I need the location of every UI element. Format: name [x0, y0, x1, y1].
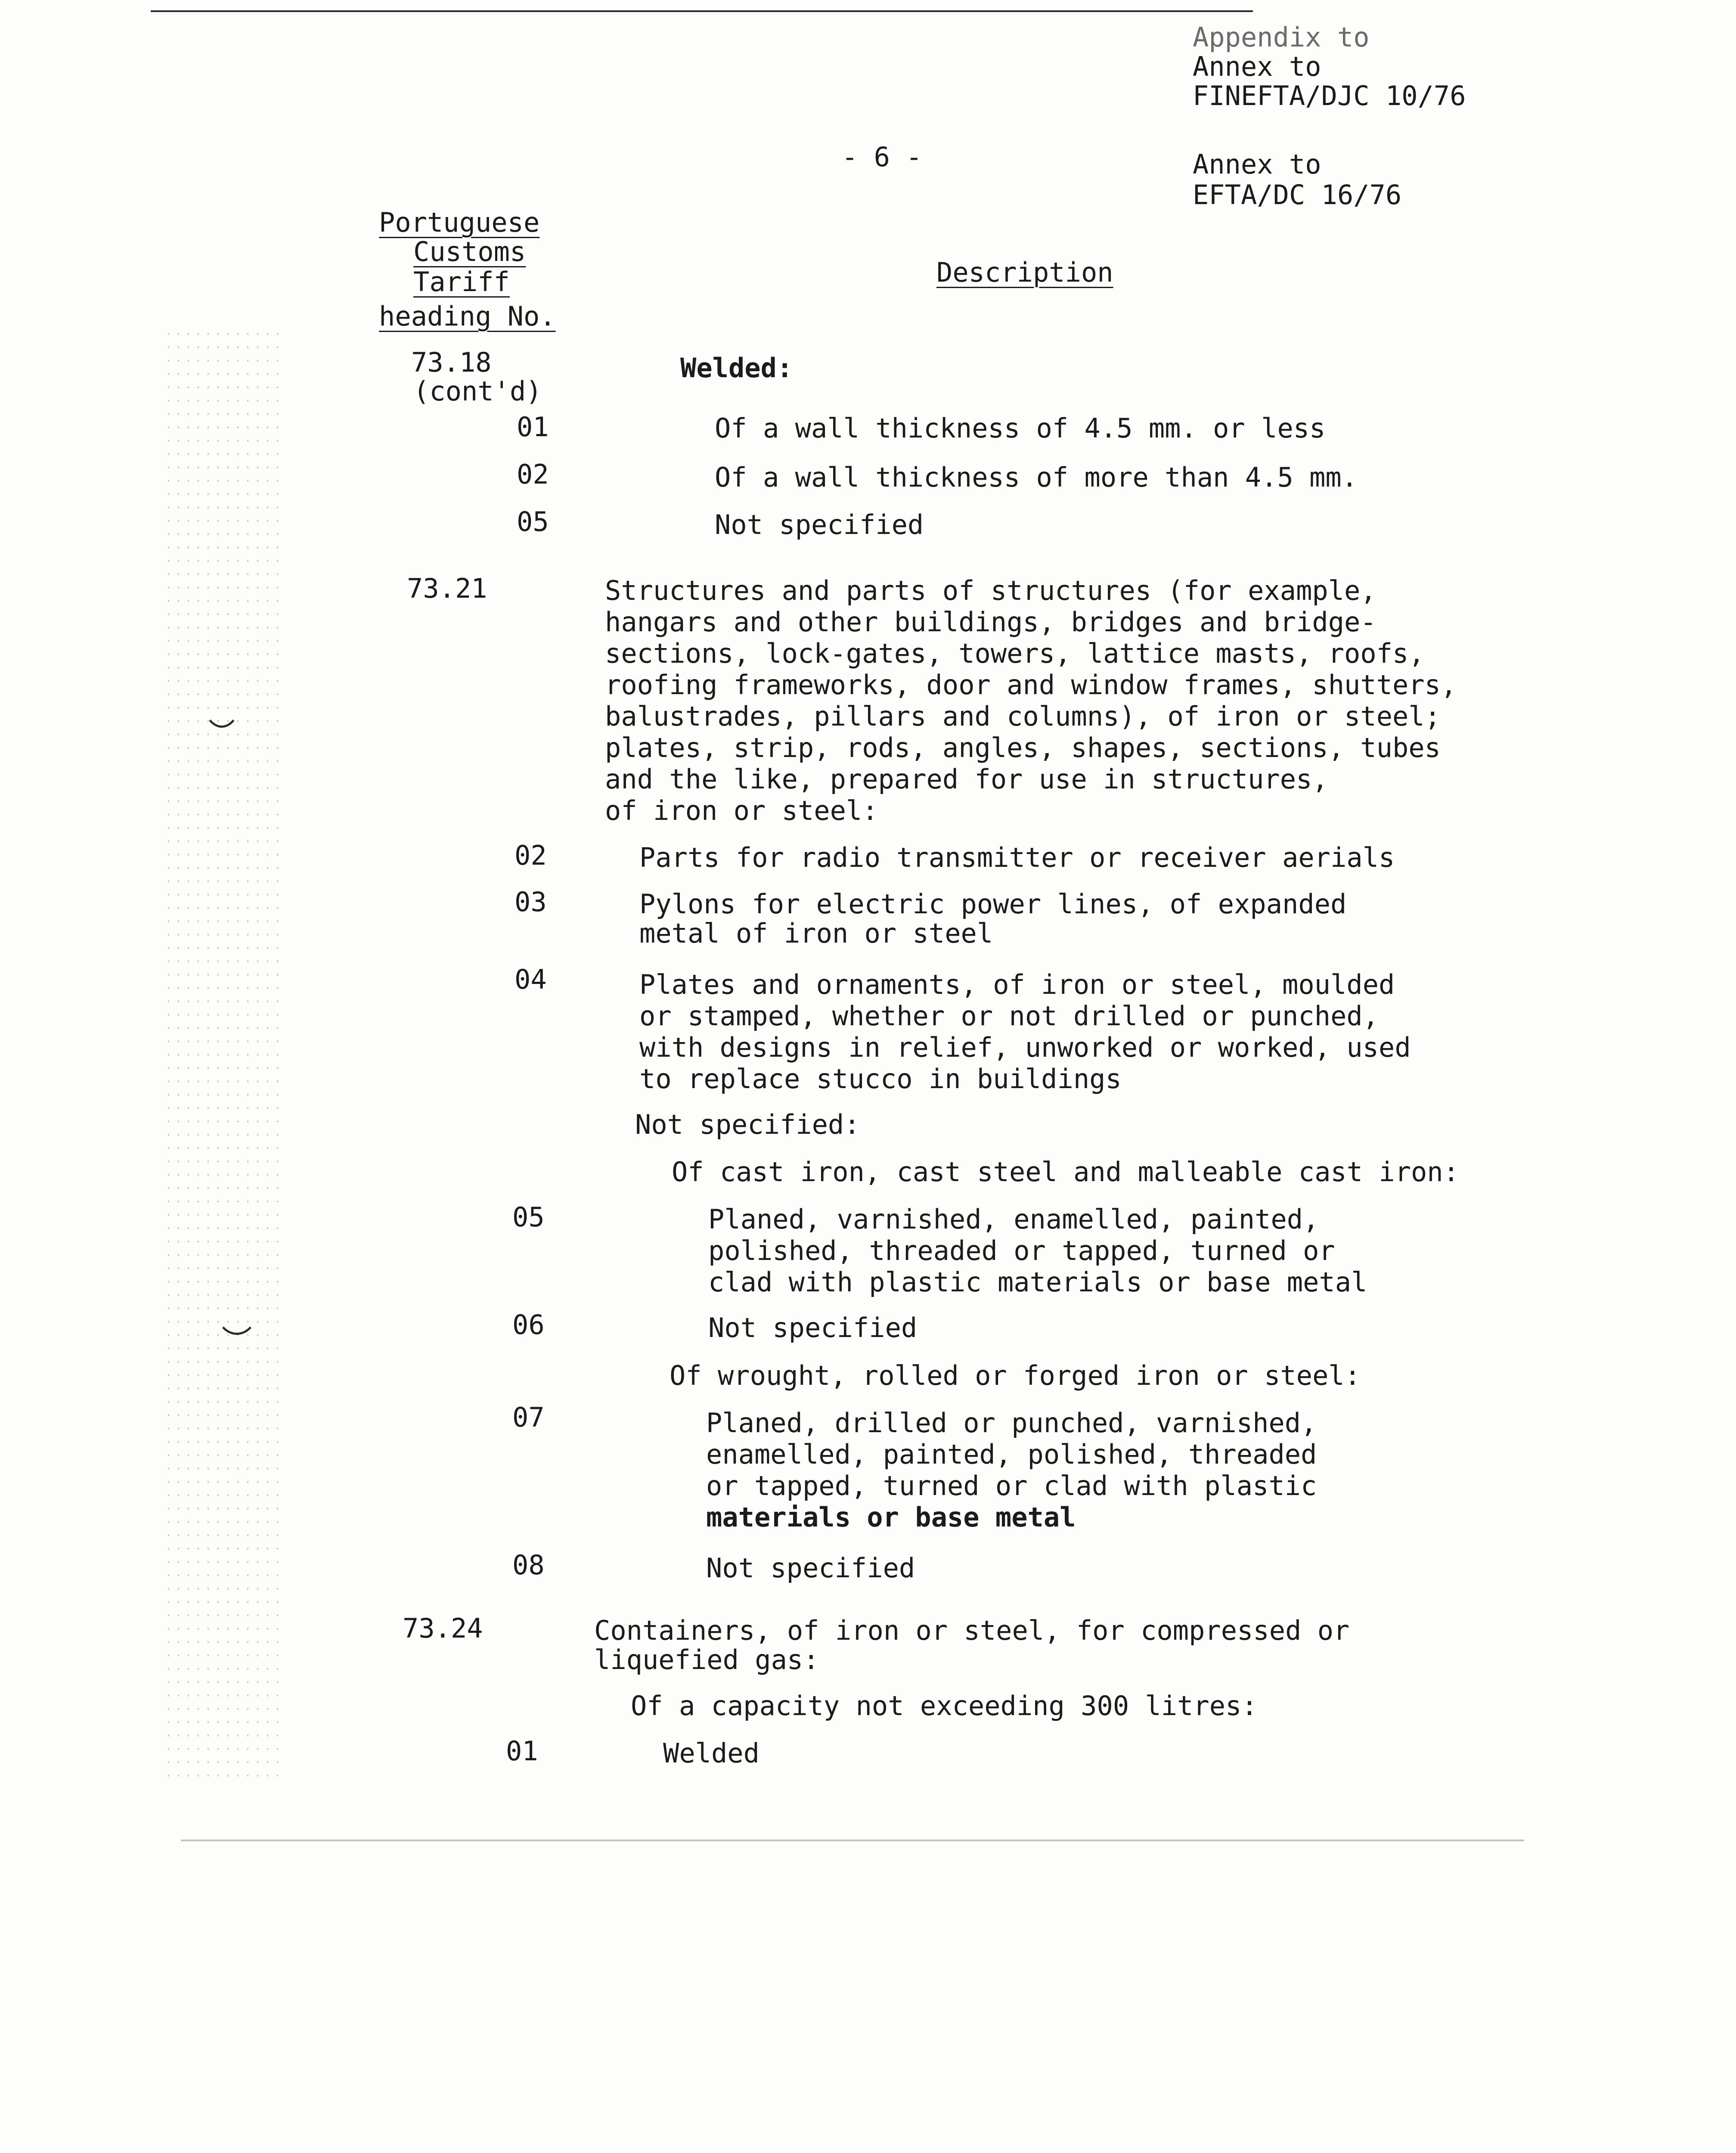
description-line: Not specified: — [635, 1109, 860, 1140]
annex-line-2: Annex to — [1193, 149, 1321, 180]
scan-margin-noise — [164, 327, 280, 1783]
col-heading-line-4: heading No. — [379, 301, 556, 332]
description-line: Of cast iron, cast steel and malleable cast iron: — [672, 1156, 1460, 1188]
col-heading-line-2: Customs — [413, 236, 526, 267]
description-line: Welded: — [680, 352, 793, 384]
subheading-number: 04 — [515, 964, 547, 995]
description-line: roofing frameworks, door and window frames, shutters, — [605, 669, 1457, 701]
description-line: Welded — [663, 1737, 760, 1769]
description-line: balustrades, pillars and columns), of iron or steel; — [605, 701, 1441, 732]
heading-number: 73.24 — [403, 1613, 483, 1644]
heading-number: 73.18 — [411, 347, 492, 378]
description-line: Not specified — [706, 1552, 915, 1584]
subheading-number: 07 — [512, 1402, 545, 1433]
description-line: Of wrought, rolled or forged iron or steel: — [670, 1360, 1361, 1391]
description-line: plates, strip, rods, angles, shapes, sections, tubes — [605, 732, 1441, 763]
heading-number: 73.21 — [407, 573, 487, 604]
subheading-number: 05 — [512, 1201, 545, 1233]
annex-line-1: Annex to — [1193, 51, 1321, 82]
appendix-line: Appendix to — [1193, 22, 1370, 53]
description-line: liquefied gas: — [594, 1644, 819, 1675]
description-line: Not specified — [715, 509, 924, 540]
subheading-number: 01 — [506, 1735, 538, 1767]
reference-2: EFTA/DC 16/76 — [1193, 179, 1402, 211]
bottom-rule — [181, 1840, 1524, 1841]
subheading-number: 06 — [512, 1309, 545, 1340]
description-line: and the like, prepared for use in structures, — [605, 763, 1328, 795]
description-line: materials or base metal — [706, 1502, 1076, 1533]
description-line: Parts for radio transmitter or receiver aerials — [639, 842, 1395, 873]
description-line: metal of iron or steel — [639, 918, 993, 949]
description-line: sections, lock-gates, towers, lattice masts, roofs, — [605, 638, 1425, 669]
punch-hole-mark — [202, 672, 241, 728]
page-number: - 6 - — [842, 141, 922, 173]
subheading-number: 08 — [512, 1549, 545, 1581]
description-line: or tapped, turned or clad with plastic — [706, 1470, 1317, 1502]
description-line: Containers, of iron or steel, for compressed or — [594, 1615, 1350, 1646]
description-line: with designs in relief, unworked or worked, used — [639, 1032, 1411, 1063]
subheading-number: 03 — [515, 886, 547, 918]
description-line: or stamped, whether or not drilled or punched, — [639, 1000, 1379, 1032]
description-line: Plates and ornaments, of iron or steel, moulded — [639, 969, 1395, 1000]
top-rule — [151, 10, 1253, 12]
description-line: Of a wall thickness of 4.5 mm. or less — [715, 413, 1326, 444]
description-line: hangars and other buildings, bridges and bridge- — [605, 606, 1376, 638]
subheading-number: 02 — [517, 459, 549, 490]
description-line: Planed, drilled or punched, varnished, — [706, 1407, 1317, 1439]
description-line: to replace stucco in buildings — [639, 1063, 1122, 1095]
description-line: Structures and parts of structures (for example, — [605, 575, 1376, 606]
heading-number: (cont'd) — [413, 375, 542, 407]
description-line: enamelled, painted, polished, threaded — [706, 1439, 1317, 1470]
col-heading-line-3: Tariff — [413, 266, 510, 298]
description-line: Of a capacity not exceeding 300 litres: — [631, 1690, 1258, 1722]
subheading-number: 01 — [517, 411, 549, 443]
description-line: polished, threaded or tapped, turned or — [708, 1235, 1335, 1266]
description-line: clad with plastic materials or base metal — [708, 1266, 1367, 1298]
description-line: of iron or steel: — [605, 795, 878, 826]
description-line: Of a wall thickness of more than 4.5 mm. — [715, 462, 1358, 493]
col-heading-line-1: Portuguese — [379, 207, 540, 238]
col-heading-description: Description — [936, 257, 1113, 288]
description-line: Not specified — [708, 1312, 918, 1343]
subheading-number: 05 — [517, 506, 549, 537]
subheading-number: 02 — [515, 840, 547, 871]
punch-hole-mark — [215, 1283, 258, 1335]
description-line: Planed, varnished, enamelled, painted, — [708, 1204, 1319, 1235]
description-line: Pylons for electric power lines, of expanded — [639, 888, 1347, 920]
reference-1: FINEFTA/DJC 10/76 — [1193, 80, 1466, 112]
